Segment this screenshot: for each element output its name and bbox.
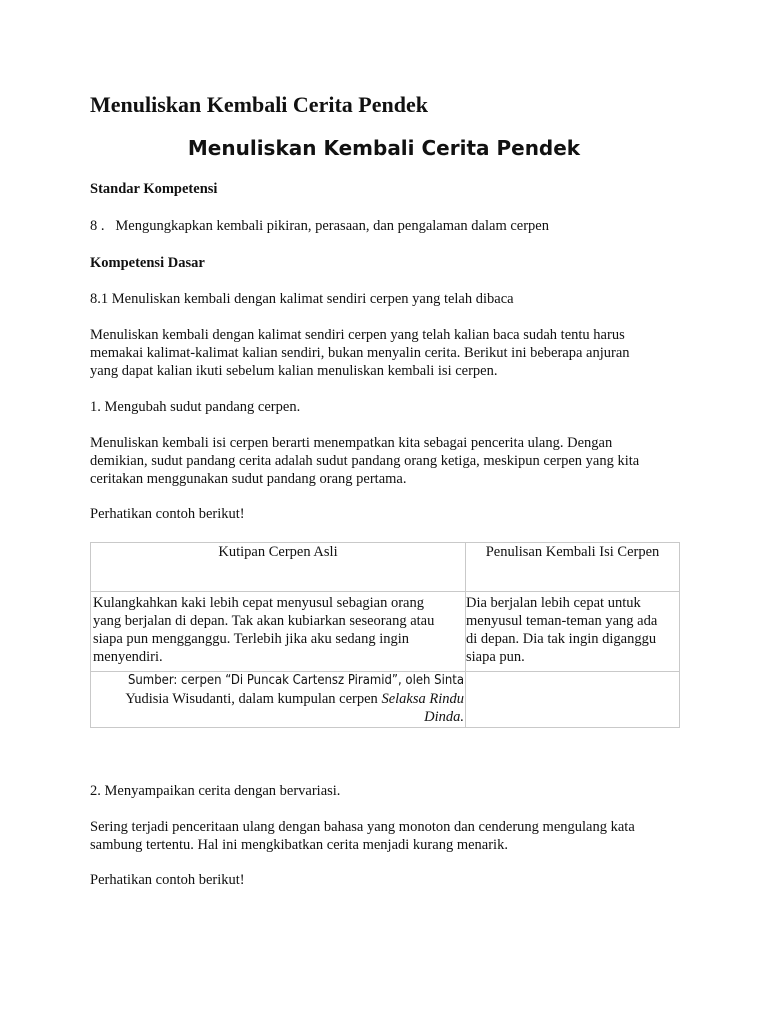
source-text: Yudisia Wisudanti, dalam kumpulan cerpen	[125, 691, 382, 707]
rewrite-cell	[466, 592, 680, 672]
text-line: Dia berjalan lebih cepat untuk	[466, 595, 641, 611]
text-line: memakai kalimat-kalimat kalian sendiri, bukan menyalin cerita. Berikut ini beberapa anjuran	[90, 345, 630, 361]
perhatikan-text: Perhatikan contoh berikut!	[90, 506, 245, 522]
standar-label: Standar Kompetensi	[90, 181, 218, 197]
source-line: Sumber: cerpen “Di Puncak Cartensz Piramid”, oleh Sinta	[127, 673, 464, 688]
point1-paragraph	[90, 434, 680, 488]
text-line: Sering terjadi penceritaan ulang dengan bahasa yang monoton dan cenderung mengulang kata	[90, 819, 635, 835]
point2-heading: 2. Menyampaikan cerita dengan bervariasi.	[90, 783, 341, 799]
text-line: menyusul teman-teman yang ada	[466, 613, 658, 629]
text-line: menyendiri.	[93, 649, 163, 665]
text-line: siapa pun.	[466, 649, 525, 665]
table-row	[91, 592, 680, 672]
source-line	[93, 690, 464, 708]
text-line: ceritakan menggunakan sudut pandang orang pertama.	[90, 471, 407, 487]
source-cell	[91, 672, 466, 728]
text-line: Menuliskan kembali dengan kalimat sendiri cerpen yang telah kalian baca sudah tentu harus	[90, 327, 625, 343]
table-header-row	[91, 543, 680, 592]
standar-text: 8 . Mengungkapkan kembali pikiran, perasaan, dan pengalaman dalam cerpen	[90, 218, 549, 234]
document-heading: Menuliskan Kembali Cerita Pendek	[187, 136, 581, 160]
text-line: yang berjalan di depan. Tak akan kubiarkan seseorang atau	[93, 613, 435, 629]
dasar-label: Kompetensi Dasar	[90, 255, 205, 271]
text-line: sambung tertentu. Hal ini mengkibatkan cerita menjadi kurang menarik.	[90, 837, 508, 853]
table-row	[91, 672, 680, 728]
text-line: Kulangkahkan kaki lebih cepat menyusul sebagian orang	[93, 595, 424, 611]
text-line: siapa pun mengganggu. Terlebih jika aku sedang ingin	[93, 631, 410, 647]
original-quote-cell	[91, 592, 466, 672]
header-rewrite: Penulisan Kembali Isi Cerpen	[466, 543, 680, 592]
source-book-title: Selaksa Rindu	[381, 691, 464, 707]
dasar-text: 8.1 Menuliskan kembali dengan kalimat sendiri cerpen yang telah dibaca	[90, 291, 514, 307]
document-title: Menuliskan Kembali Cerita Pendek	[90, 92, 428, 117]
perhatikan-text-2: Perhatikan contoh berikut!	[90, 872, 245, 888]
point2-paragraph	[90, 818, 680, 854]
source-book-title-end: Dinda.	[424, 709, 464, 725]
text-line: di depan. Dia tak ingin diganggu	[466, 631, 657, 647]
text-line: yang dapat kalian ikuti sebelum kalian menuliskan kembali isi cerpen.	[90, 363, 498, 379]
intro-paragraph	[90, 326, 680, 380]
source-line	[93, 708, 464, 726]
text-line: demikian, sudut pandang cerita adalah sudut pandang orang ketiga, meskipun cerpen yang kita	[90, 453, 640, 469]
header-original-quote: Kutipan Cerpen Asli	[91, 543, 466, 592]
empty-cell	[466, 672, 680, 728]
text-line: Menuliskan kembali isi cerpen berarti menempatkan kita sebagai pencerita ulang. Dengan	[90, 435, 613, 451]
point1-heading: 1. Mengubah sudut pandang cerpen.	[90, 399, 301, 415]
comparison-table	[90, 542, 680, 728]
